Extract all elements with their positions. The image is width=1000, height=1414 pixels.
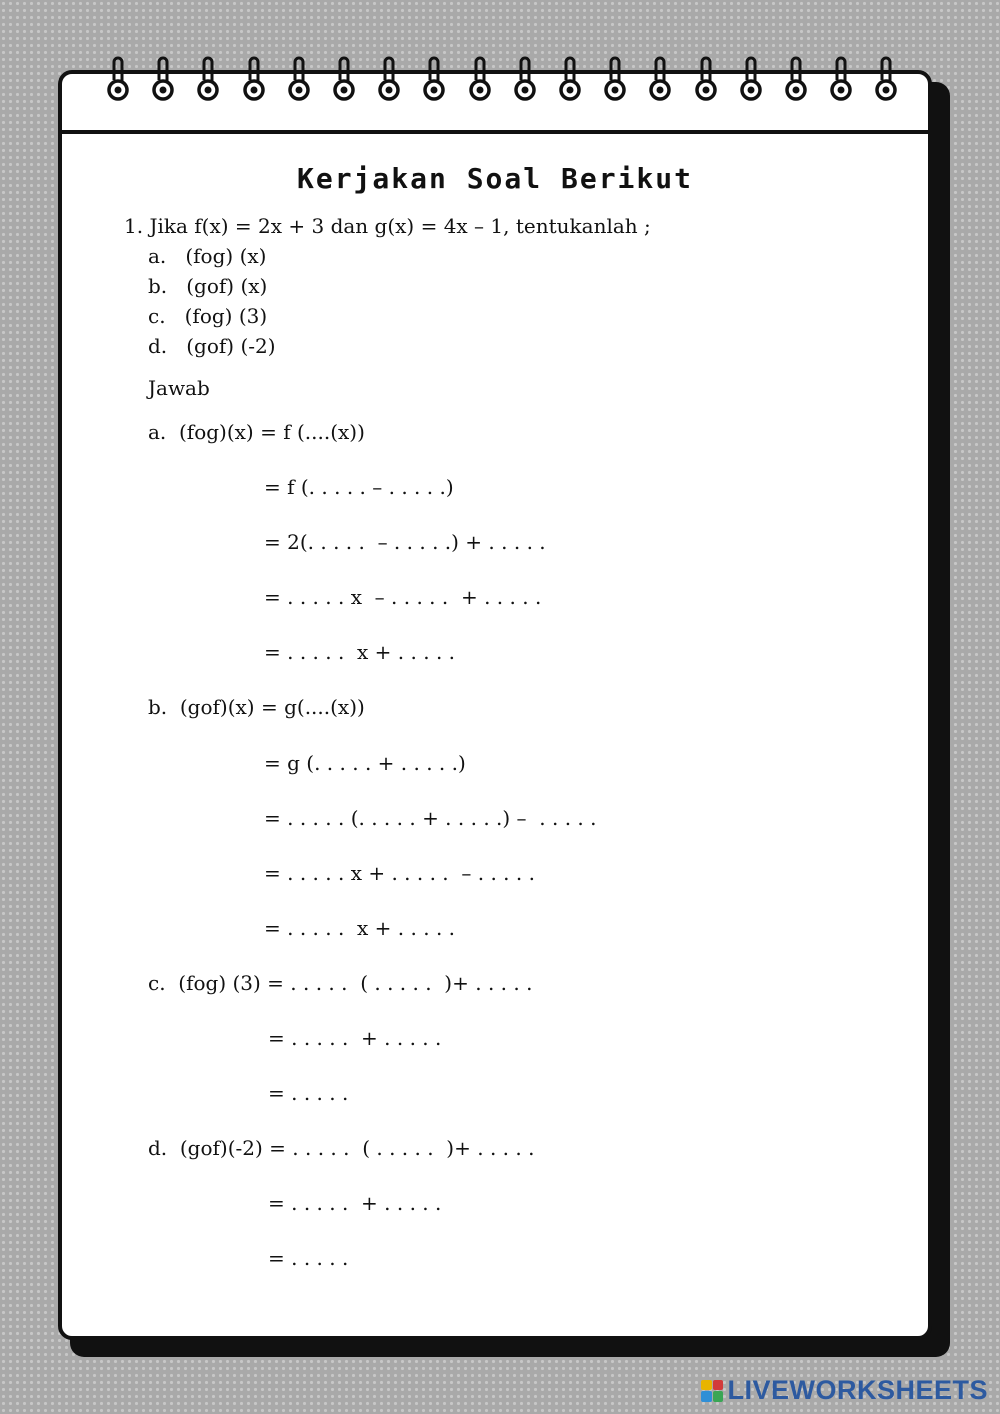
page-title: Kerjakan Soal Berikut	[296, 162, 693, 195]
answer-a-step[interactable]: = . . . . . x – . . . . . + . . . . .	[264, 585, 542, 609]
option-c: c. (fog) (3)	[148, 304, 268, 328]
binding-ring-icon	[151, 56, 175, 106]
binding-ring-icon	[829, 56, 853, 106]
binding-ring-icon	[784, 56, 808, 106]
binding-ring-icon	[287, 56, 311, 106]
binding-ring-icon	[377, 56, 401, 106]
answer-a-head: a. (fog)(x) = f (....(x))	[148, 420, 365, 444]
answer-a-step[interactable]: = . . . . . x + . . . . .	[264, 640, 456, 664]
brand-logo-tile	[701, 1391, 712, 1402]
answer-d-step[interactable]: = . . . . . + . . . . .	[268, 1191, 442, 1215]
binding-ring-icon	[739, 56, 763, 106]
answer-c-step[interactable]: = . . . . . + . . . . .	[268, 1026, 442, 1050]
brand-name: LIVEWORKSHEETS	[727, 1375, 988, 1405]
option-d: d. (gof) (-2)	[148, 334, 276, 358]
liveworksheets-logo[interactable]	[701, 1375, 988, 1406]
binding-ring-icon	[106, 56, 130, 106]
answer-b-step[interactable]: = . . . . . x + . . . . .	[264, 916, 456, 940]
brand-logo-tile	[713, 1391, 724, 1402]
answer-b-step[interactable]: = . . . . . (. . . . . + . . . . .) – . . . . .	[264, 806, 597, 830]
answer-b-head: b. (gof)(x) = g(....(x))	[148, 695, 365, 719]
binding-ring-icon	[874, 56, 898, 106]
option-a: a. (fog) (x)	[148, 244, 267, 268]
binding-ring-icon	[694, 56, 718, 106]
binding-ring-icon	[468, 56, 492, 106]
binding-ring-icon	[648, 56, 672, 106]
answer-d-head[interactable]: d. (gof)(-2) = . . . . . ( . . . . . )+ . . . . .	[148, 1136, 535, 1160]
answer-d-step[interactable]: = . . . . .	[268, 1246, 349, 1270]
binding-ring-icon	[603, 56, 627, 106]
binding-ring-icon	[422, 56, 446, 106]
answer-c-head[interactable]: c. (fog) (3) = . . . . . ( . . . . . )+ . . . . .	[148, 971, 533, 995]
question-text: 1. Jika f(x) = 2x + 3 dan g(x) = 4x – 1, tentukanlah ;	[124, 214, 651, 238]
answer-b-step[interactable]: = . . . . . x + . . . . . – . . . . .	[264, 861, 535, 885]
answer-a-step[interactable]: = 2(. . . . . – . . . . .) + . . . . .	[264, 530, 546, 554]
binding-ring-icon	[196, 56, 220, 106]
answer-label: Jawab	[148, 376, 210, 400]
answer-a-step[interactable]: = f (. . . . . – . . . . .)	[264, 475, 454, 499]
binding-ring-icon	[332, 56, 356, 106]
answer-c-step[interactable]: = . . . . .	[268, 1081, 349, 1105]
binding-ring-icon	[513, 56, 537, 106]
brand-logo-tile	[713, 1380, 724, 1391]
notebook-page	[58, 70, 932, 1340]
answer-b-step[interactable]: = g (. . . . . + . . . . .)	[264, 751, 466, 775]
brand-logo-icon	[701, 1380, 723, 1402]
option-b: b. (gof) (x)	[148, 274, 268, 298]
brand-logo-tile	[701, 1380, 712, 1391]
binding-ring-icon	[242, 56, 266, 106]
notebook-header-line	[62, 130, 928, 134]
binding-ring-icon	[558, 56, 582, 106]
